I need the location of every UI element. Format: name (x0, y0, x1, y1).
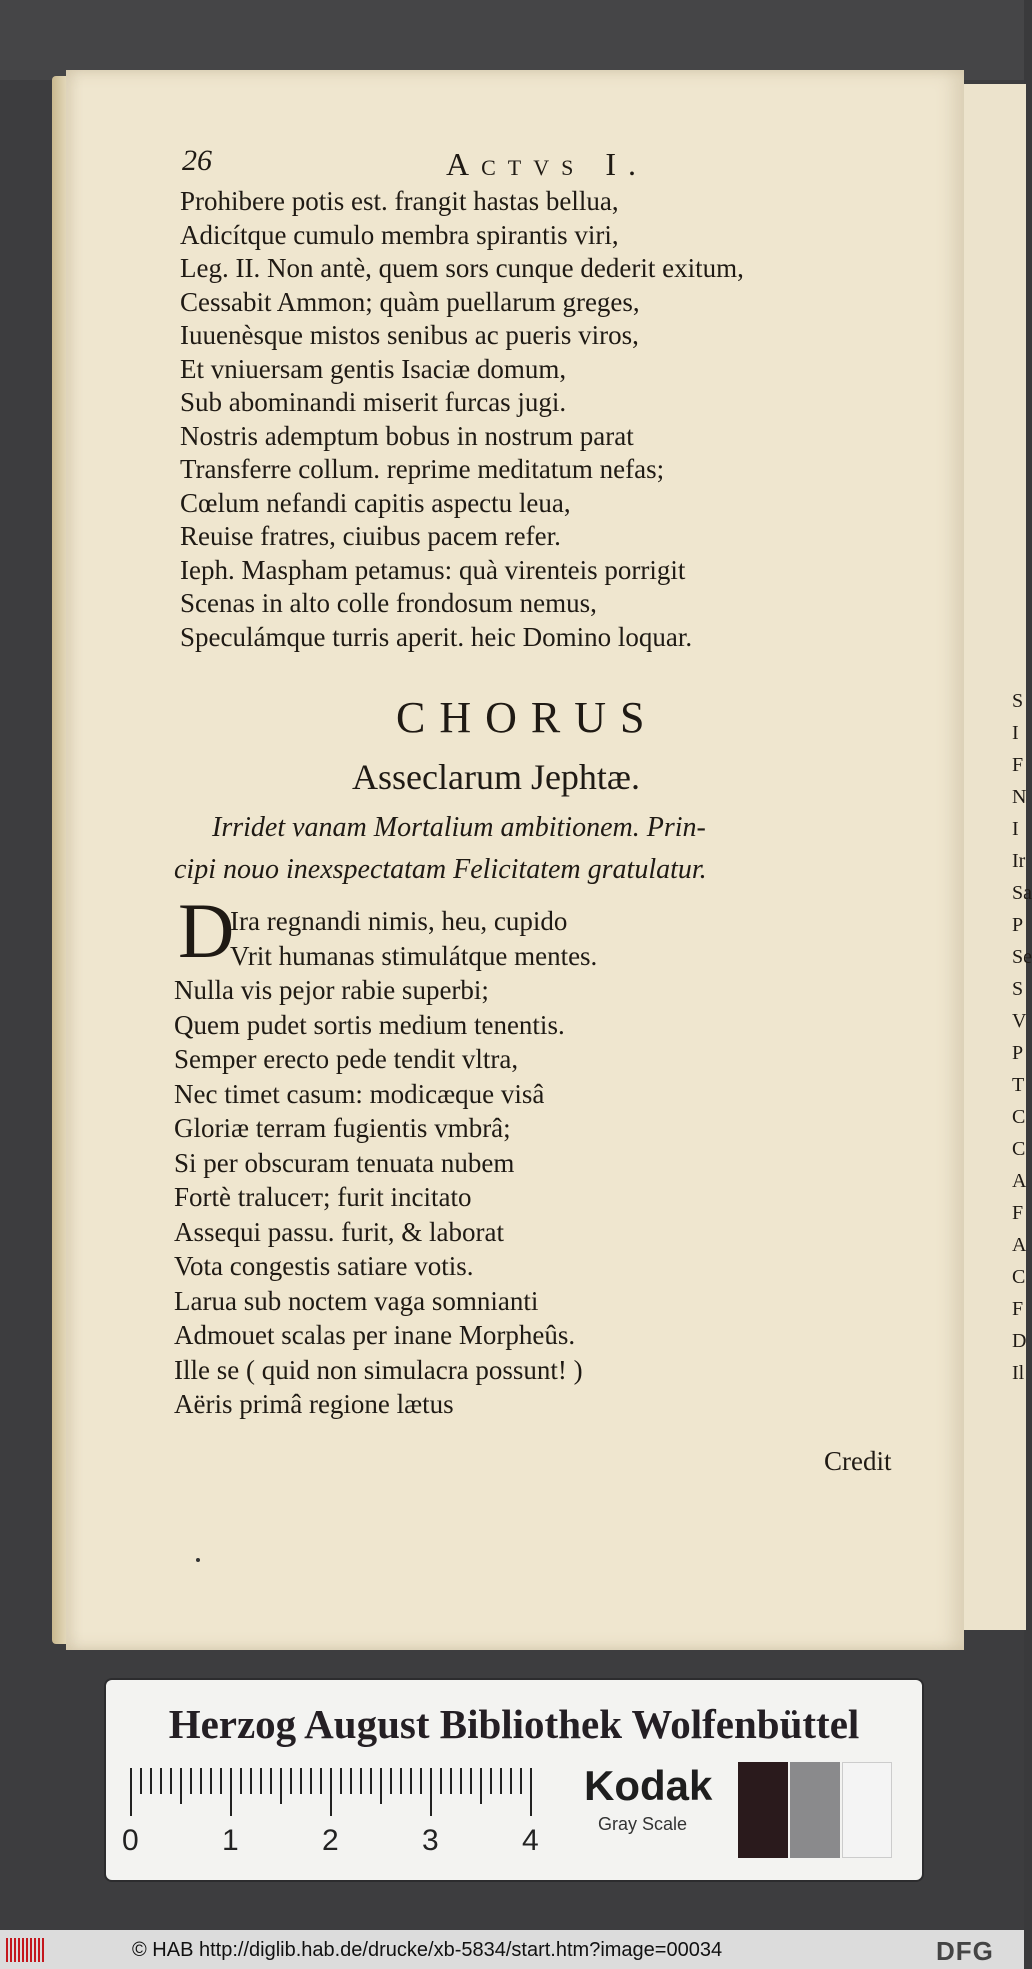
ruler-tick (150, 1768, 152, 1794)
ruler-label: 0 (122, 1824, 139, 1857)
hab-barcode-icon (6, 1938, 46, 1962)
poem-line: Nec timet casum: modicæque visâ (174, 1078, 545, 1109)
verse-line: Speculámque turris aperit. heic Domino loquar. (180, 621, 693, 652)
verse-line: Reuise fratres, ciuibus pacem refer. (180, 521, 561, 551)
kodak-logo: Kodak (584, 1762, 713, 1809)
drop-cap: D (178, 887, 235, 974)
ruler-tick (350, 1768, 352, 1794)
poem-line: Ille se ( quid non simulacra possunt! ) (174, 1354, 583, 1385)
ruler-tick (370, 1768, 372, 1794)
ruler-tick (220, 1768, 222, 1794)
source-url[interactable]: © HAB http://diglib.hab.de/drucke/xb-5834/start.htm?image=00034 (132, 1939, 723, 1961)
verse-line: Iuuenèsque mistos senibus ac pueris viros, (180, 320, 639, 350)
ruler-tick (450, 1768, 452, 1794)
ruler-tick (210, 1768, 212, 1794)
poem-line: Admouet scalas per inane Morpheûs. (174, 1320, 576, 1350)
ruler-tick (190, 1768, 192, 1794)
argument-line-1: Irridet vanam Mortalium ambitionem. Prin- (212, 812, 706, 843)
ruler-label: 3 (422, 1824, 439, 1857)
grayscale-label: Gray Scale (598, 1814, 688, 1834)
page-number: 26 (182, 144, 212, 177)
ruler-tick (460, 1768, 462, 1794)
verse-line: Prohibere potis est. frangit hastas bellua, (180, 186, 619, 216)
verse-line: Scenas in alto colle frondosum nemus, (180, 588, 597, 618)
verse-line: Nostris ademptum bobus in nostrum parat (180, 420, 634, 451)
verse-line: Sub abominandi miserit furcas jugi. (180, 387, 567, 417)
poem-line: Semper erecto pede tendit vltra, (174, 1044, 519, 1074)
ruler-tick (280, 1768, 282, 1804)
ruler-label: 1 (222, 1824, 239, 1857)
ruler-tick (310, 1768, 312, 1794)
ruler-label: 4 (522, 1824, 539, 1857)
poem-line: Aëris primâ regione lætus (174, 1389, 454, 1419)
ruler-tick (510, 1768, 512, 1794)
verse-line: Ieph. Maspham petamus: quà virenteis porrigit (180, 554, 686, 585)
ruler-tick (420, 1768, 422, 1794)
facing-page-letter: F (1012, 754, 1024, 776)
verse-line: Cœlum nefandi capitis aspectu leua, (180, 487, 571, 518)
catchword: Credit (824, 1446, 892, 1476)
ruler-tick (500, 1768, 502, 1794)
card-title: Herzog August Bibliothek Wolfenbüttel (168, 1701, 860, 1747)
verse-line: Transferre collum. reprime meditatum nefas; (180, 454, 665, 484)
facing-page-letter: C (1012, 1106, 1026, 1128)
verse-line: Cessabit Ammon; quàm puellarum greges, (180, 286, 640, 317)
ruler-tick (530, 1768, 532, 1816)
ink-speck (196, 1558, 200, 1562)
facing-page-letter: F (1012, 1202, 1024, 1224)
running-head: Actvs I. (446, 146, 649, 182)
facing-page-letter: Ir (1012, 850, 1026, 872)
poem-line: Assequi passu. furit, & laborat (174, 1216, 504, 1247)
verse-line: Adicítque cumulo membra spirantis viri, (180, 219, 619, 250)
facing-page-letter: C (1012, 1138, 1026, 1160)
ruler-tick (470, 1768, 472, 1794)
ruler-tick (200, 1768, 202, 1794)
ruler-tick (390, 1768, 392, 1794)
ruler-tick (240, 1768, 242, 1794)
ruler-tick (430, 1768, 432, 1816)
chorus-title: CHORUS (396, 693, 659, 742)
verse-line: Leg. II. Non antè, quem sors cunque dederit exitum, (180, 253, 744, 283)
poem-line: Vota congestis satiare votis. (174, 1251, 474, 1281)
ruler-tick (340, 1768, 342, 1794)
ruler-tick (250, 1768, 252, 1794)
ruler-tick (330, 1768, 332, 1816)
ruler-tick (130, 1768, 132, 1816)
poem-line: Quem pudet sortis medium tenentis. (174, 1009, 565, 1040)
ruler-tick (480, 1768, 482, 1804)
facing-page-letter: P (1012, 1042, 1024, 1064)
ruler-tick (440, 1768, 442, 1794)
ruler-tick (290, 1768, 292, 1794)
facing-page-letter: I (1012, 722, 1019, 744)
facing-page-letter: Sa (1012, 882, 1032, 904)
facing-page-letter: D (1012, 1330, 1027, 1352)
ruler-tick (320, 1768, 322, 1794)
ruler-tick (180, 1768, 182, 1804)
facing-page-letter: S (1012, 690, 1024, 712)
ruler-tick (410, 1768, 412, 1794)
ruler-tick (170, 1768, 172, 1794)
ruler-tick (490, 1768, 492, 1794)
swatch-dark (738, 1762, 788, 1858)
scale-ruler (122, 1768, 550, 1857)
facing-page-letter: C (1012, 1266, 1026, 1288)
facing-page-letter: Il (1012, 1362, 1025, 1384)
ruler-tick (260, 1768, 262, 1794)
ruler-tick (270, 1768, 272, 1794)
swatch-mid (790, 1762, 840, 1858)
poem-line: Gloriæ terram fugientis vmbrâ; (174, 1113, 511, 1143)
poem-line: Nulla vis pejor rabie superbi; (174, 975, 489, 1005)
color-calibration-card (106, 1680, 922, 1880)
book-page (66, 70, 964, 1650)
facing-page-letter: A (1012, 1234, 1027, 1256)
ruler-tick (160, 1768, 162, 1794)
ruler-tick (520, 1768, 522, 1794)
facing-page-letter: I (1012, 818, 1019, 840)
facing-page-letter: S (1012, 978, 1024, 1000)
chorus-subtitle: Asseclarum Jephtæ. (352, 757, 640, 797)
ruler-tick (360, 1768, 362, 1794)
scanner-top (0, 0, 1024, 80)
swatch-light (842, 1762, 892, 1858)
facing-page-letter: N (1012, 786, 1027, 808)
ruler-label: 2 (322, 1824, 339, 1857)
argument-line-2: cipi nouo inexspectatam Felicitatem gratulatur. (174, 854, 707, 885)
viewer-footer (0, 1930, 1024, 1969)
poem-line: Vrit humanas stimulátque mentes. (230, 940, 598, 971)
facing-page-letter: Se (1012, 946, 1032, 968)
facing-page-letter: V (1012, 1010, 1027, 1032)
poem-line: Si per obscuram tenuata nubem (174, 1147, 515, 1178)
ruler-tick (300, 1768, 302, 1794)
ruler-tick (400, 1768, 402, 1794)
ruler-tick (140, 1768, 142, 1794)
poem-line: Fortè traluceт; furit incitato (174, 1182, 472, 1212)
facing-page-letter: T (1012, 1074, 1025, 1096)
facing-page-letter: F (1012, 1298, 1024, 1320)
verse-line: Et vniuersam gentis Isaciæ domum, (180, 353, 567, 384)
ruler-tick (380, 1768, 382, 1804)
poem-line: Larua sub noctem vaga somnianti (174, 1285, 539, 1316)
dfg-logo: DFG (936, 1936, 994, 1966)
poem-line: Ira regnandi nimis, heu, cupido (230, 906, 568, 936)
facing-page-letter: A (1012, 1170, 1027, 1192)
facing-page-letter: P (1012, 914, 1024, 936)
ruler-tick (230, 1768, 232, 1816)
